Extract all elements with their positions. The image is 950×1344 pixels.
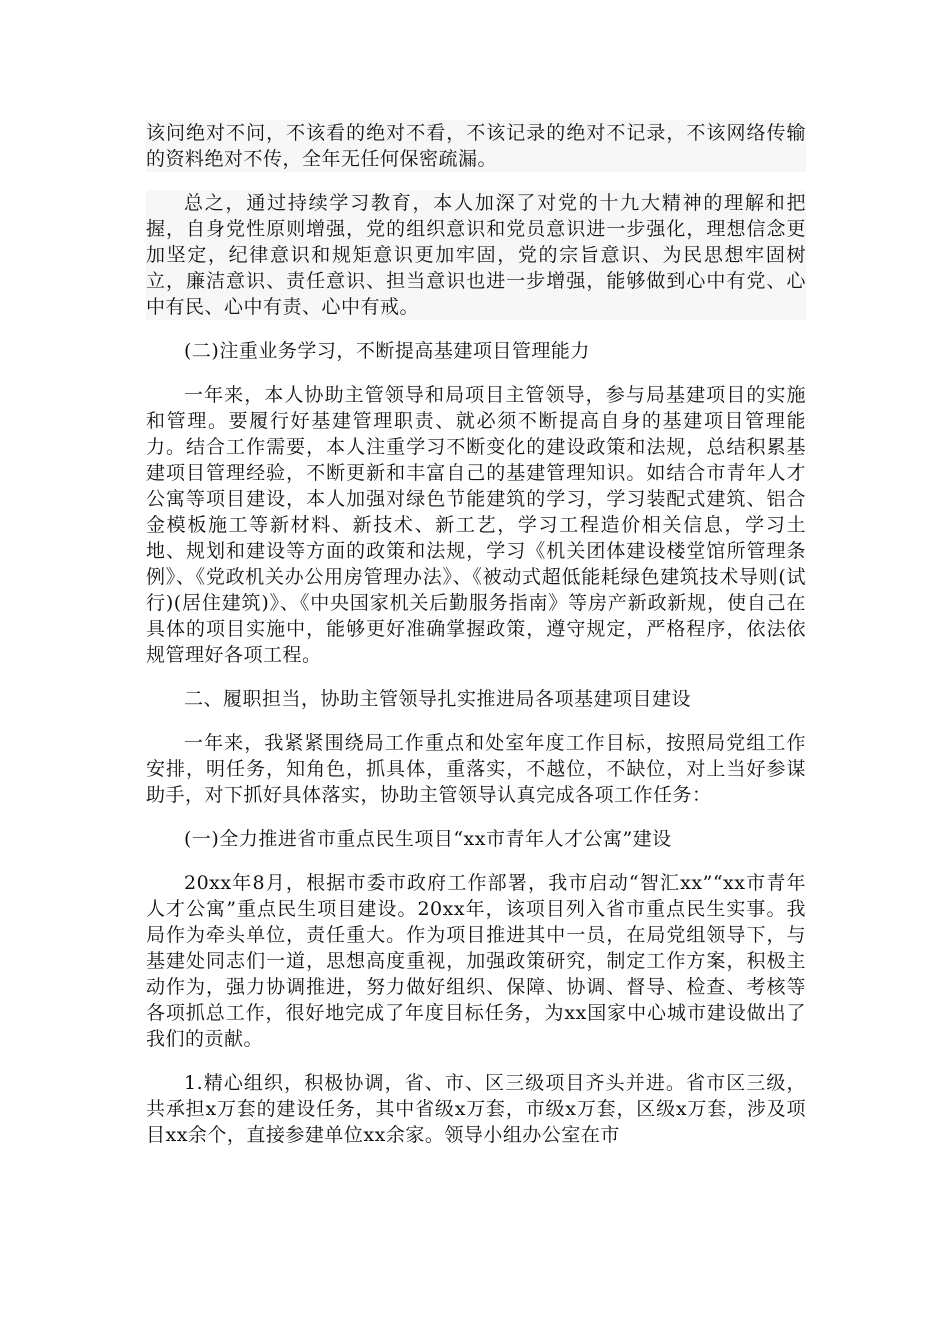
heading-section-two: 二、履职担当，协助主管领导扎实推进局各项基建项目建设 [184,688,692,710]
paragraph-organization: 1.精心组织，积极协调，省、市、区三级项目齐头并进。省市区三级，共承担x万套的建设任务，其中省级x万套，市级x万套，区级x万套，涉及项目xx余个，直接参建单位xx余家。领导小组办公室在市 [146,1072,806,1146]
paragraph-section-two: 一年来，我紧紧围绕局工作重点和处室年度工作目标，按照局党组工作安排，明任务，知角色，抓具体，重落实，不越位，不缺位，对上当好参谋助手，对下抓好具体落实，协助主管领导认真完成各项工作任务： [146,732,806,806]
paragraph-talent-apartment: 20xx年8月，根据市委市政府工作部署，我市启动“智汇xx”“xx市青年人才公寓”重点民生项目建设。20xx年，该项目列入省市重点民生实事。我局作为牵头单位，责任重大。作为项目推进其中一员，在局党组领导下，与基建处同志们一道，思想高度重视，加强政策研究，制定工作方案，积极主动作为，强力协调推进，努力做好组织、保障、协调、督导、检查、考核等各项抓总工作，很好地完成了年度目标任务，为xx国家中心城市建设做出了我们的贡献。 [146,872,806,1050]
paragraph-confidentiality: 该问绝对不问，不该看的绝对不看，不该记录的绝对不记录，不该网络传输的资料绝对不传，全年无任何保密疏漏。 [146,122,806,170]
paragraph-business-learning: 一年来，本人协助主管领导和局项目主管领导，参与局基建项目的实施和管理。要履行好基建管理职责、就必须不断提高自身的基建项目管理能力。结合工作需要，本人注重学习不断变化的建设政策和法规，总结积累基建项目管理经验，不断更新和丰富自己的基建管理知识。如结合市青年人才公寓等项目建设，本人加强对绿色节能建筑的学习，学习装配式建筑、铝合金模板施工等新材料、新技术、新工艺，学习工程造价相关信息，学习土地、规划和建设等方面的政策和法规，学习《机关团体建设楼堂馆所管理条例》、《党政机关办公用房管理办法》、《被动式超低能耗绿色建筑技术导则(试行)(居住建筑)》、《中央国家机关后勤服务指南》等房产新政新规，使自己在具体的项目实施中，能够更好准确掌握政策，遵守规定，严格程序，依法依规管理好各项工程。 [146,384,806,666]
heading-business-learning: (二)注重业务学习，不断提高基建项目管理能力 [184,340,590,362]
paragraph-summary: 总之，通过持续学习教育，本人加深了对党的十九大精神的理解和把握，自身党性原则增强，党的组织意识和党员意识进一步强化，理想信念更加坚定，纪律意识和规矩意识更加牢固，党的宗旨意识、为民思想牢固树立，廉洁意识、责任意识、担当意识也进一步增强，能够做到心中有党、心中有民、心中有责、心中有戒。 [146,192,806,318]
document-page [146,120,806,1148]
heading-talent-apartment: (一)全力推进省市重点民生项目“xx市青年人才公寓”建设 [184,828,672,850]
